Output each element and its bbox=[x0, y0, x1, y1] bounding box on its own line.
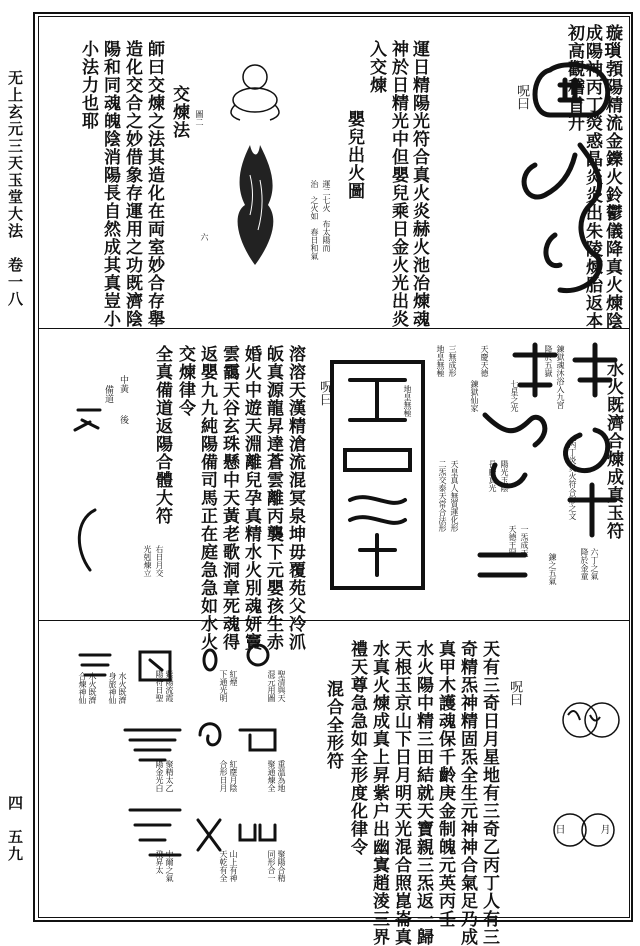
text-column: 水真火煉成真上昇紫户出幽寘趙淩三界 bbox=[369, 640, 389, 946]
talisman-note: 聚精太乙 bbox=[165, 760, 174, 792]
talisman-note: 重溫為地 bbox=[277, 760, 286, 792]
full-body-talisman bbox=[70, 400, 110, 580]
talisman-note: 二炁交泰天常合法形 bbox=[438, 460, 447, 532]
talisman-note: 山上有神 bbox=[229, 850, 238, 882]
text-column: 返嬰九九純陽備司馬正在庭急急如水火 bbox=[197, 345, 217, 651]
panel-divider-top bbox=[38, 328, 630, 329]
page-number: 四 五九 bbox=[6, 795, 24, 863]
text-note: 右日月交 bbox=[155, 545, 164, 577]
text-column: 小法力也耶 bbox=[78, 40, 98, 130]
sun-moon-diagram bbox=[540, 695, 630, 870]
spell-heading: 呪曰 bbox=[317, 380, 332, 406]
talisman-note: 紅塵月陰 bbox=[229, 760, 238, 792]
talisman-cell-note: 地皇無極 bbox=[403, 385, 412, 417]
text-column: 水火陽中精三田結就天寶親三炁返一歸 bbox=[413, 640, 433, 946]
talisman-note: 三無成形 bbox=[448, 345, 457, 377]
talisman-note: 水火既濟 bbox=[88, 672, 97, 704]
talisman-note: 鍊獄仙家 bbox=[470, 380, 479, 412]
talisman-note: 長慶真光 bbox=[488, 460, 497, 492]
sun-label: 日 bbox=[553, 824, 564, 834]
talisman-note: 合形日月 bbox=[219, 760, 228, 792]
text-column: 天根玉京山下日月明天光混合照崑崙真 bbox=[391, 640, 411, 946]
text-note: 光剋煉立 bbox=[143, 545, 152, 577]
talisman-note: 下通光明 bbox=[219, 670, 228, 702]
talisman-note: 降於五嶽 bbox=[544, 345, 553, 377]
talisman-note: 降於金童 bbox=[580, 548, 589, 580]
talisman-note: 六丁之氣 bbox=[590, 548, 599, 580]
talisman-note: 聚陽合精 bbox=[277, 850, 286, 882]
moon-label: 月 bbox=[598, 824, 609, 834]
spell-heading: 呪曰 bbox=[514, 84, 529, 110]
talisman-note: 七星之光 bbox=[510, 380, 519, 412]
figure-number: 六 bbox=[200, 233, 209, 241]
text-column: 璇𤨏𩓐陽精流金鑠火鈴鬱儀降真火煉陰 bbox=[602, 24, 622, 330]
fire-talisman bbox=[520, 55, 620, 315]
talisman-title: 水火既濟合煉成真玉符 bbox=[603, 360, 623, 540]
text-column: 交煉律令 bbox=[175, 345, 195, 417]
talisman-note: 地皇無極 bbox=[436, 345, 445, 377]
text-column: 初高觀稽首升 bbox=[564, 24, 584, 132]
section-heading: 交煉法 bbox=[169, 85, 189, 139]
talisman-note: 陽符日聖 bbox=[155, 670, 164, 702]
spell-heading: 呪曰 bbox=[507, 680, 522, 706]
talisman-note: 水火既濟 bbox=[118, 672, 127, 704]
talisman-note: 中爾之氣 bbox=[165, 850, 174, 882]
text-column: 造化交合之妙借象存運用之功既濟陰 bbox=[122, 40, 142, 328]
talisman-note: 天慶天德 bbox=[480, 345, 489, 377]
text-column: 皈真源龍昇達蒼雲離丙襲下元嬰孩生赤 bbox=[263, 345, 283, 651]
talisman-note: 紫陽流霞 bbox=[165, 670, 174, 702]
talisman-note: 陽光玉陰 bbox=[500, 460, 509, 492]
talisman-note: 天皇真人無質運化形 bbox=[450, 460, 459, 532]
talisman-note: 丙丁炎炎火符合形之文 bbox=[568, 440, 577, 520]
talisman-note: 身旅神仙 bbox=[108, 672, 117, 704]
text-column: 成陽神丙丁熒惑晶炎炎出朱陵煉胎返本 bbox=[582, 24, 602, 330]
talisman-title: 全真備道返陽合體大符 bbox=[152, 345, 172, 525]
talisman-note: 同形合一 bbox=[267, 850, 276, 882]
text-column: 奇精炁神精固炁全生元神神合氣足乃成 bbox=[457, 640, 477, 946]
book-title: 无上玄元三天玉堂大法 卷一八 bbox=[6, 70, 24, 308]
infant-in-flames-figure bbox=[220, 55, 290, 295]
text-column: 雲靄天谷玄珠懸中天黃老歌洞章死魂得 bbox=[219, 345, 239, 651]
talisman-note: 一炁成天 bbox=[520, 525, 529, 557]
text-column: 溶溶天漢精滄流混冥泉坤毋覆苑父冷沠 bbox=[285, 345, 305, 651]
text-column: 陽和同魂魄陰消陽長自然成其真豈小 bbox=[100, 40, 120, 328]
talisman-note: 陽金光白 bbox=[155, 760, 164, 792]
figure-title: 嬰兒出火圖 bbox=[344, 110, 364, 200]
text-column: 婚火中遊天淵離兒孕真精水火別魂妍竇 bbox=[241, 345, 261, 651]
talisman-note: 天乾有全 bbox=[219, 850, 228, 882]
panel-divider-bottom bbox=[38, 620, 630, 621]
talisman-note: 後 bbox=[118, 415, 128, 424]
text-column: 師曰交煉之法其造化在両室妙合存舉 bbox=[144, 40, 164, 328]
talisman-note: 鍊獄魂沐浴入九宮 bbox=[556, 345, 565, 409]
talisman-note: 混元用圖 bbox=[267, 670, 276, 702]
talisman-note: 飛昇太 bbox=[155, 850, 164, 874]
fire-water-talisman bbox=[455, 335, 630, 615]
figure-note: 運二七火 布太陽而 bbox=[322, 180, 331, 252]
talisman-note: 鍊之五氣 bbox=[548, 553, 557, 585]
talisman-note: 紅煙 bbox=[229, 670, 238, 686]
talisman-note: 天德王嗣 bbox=[508, 525, 517, 557]
text-column: 禮天尊急急如全形度化律令 bbox=[347, 640, 367, 856]
talisman-note: 備道 bbox=[103, 385, 113, 403]
text-column: 真甲木護魂保千齡庚金制魄元英丙壬 bbox=[435, 640, 455, 928]
talisman-note: 聚通煉全 bbox=[267, 760, 276, 792]
talisman-note: 合煉神仙 bbox=[78, 672, 87, 704]
talisman-note: 聖清與天 bbox=[277, 670, 286, 702]
figure-note: 治 之火如 春日和氣 bbox=[310, 180, 319, 260]
figure-label: 圖二 bbox=[195, 110, 204, 126]
text-column: 天有三奇日月星地有三奇乙丙丁人有三 bbox=[479, 640, 499, 946]
text-column: 入交煉 bbox=[366, 40, 386, 94]
text-column: 神於日精光中但嬰兒乘日金火光出炎 bbox=[388, 40, 408, 328]
talisman-title: 混合全形符 bbox=[323, 680, 343, 770]
talisman-note: 中黃 bbox=[118, 375, 128, 393]
text-column: 運日精陽光符合真火炎赫火池冶煉魂 bbox=[409, 40, 429, 328]
